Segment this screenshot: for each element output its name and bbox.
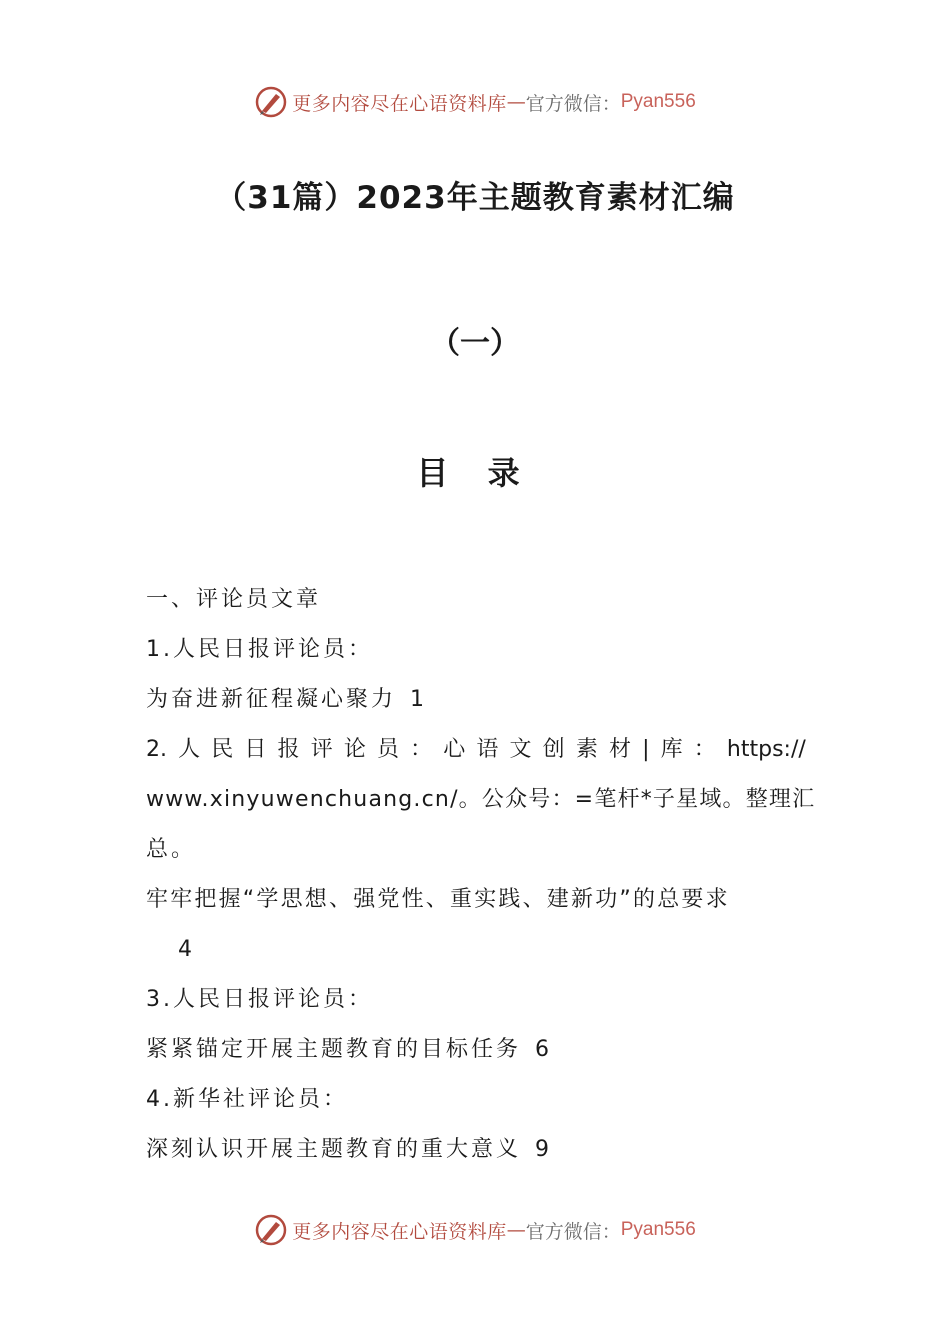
- toc-justified-char: 人: [178, 737, 201, 762]
- toc-item-page: 6: [535, 1037, 553, 1062]
- toc-justified-char: 报: [277, 737, 300, 762]
- banner-text: 更多内容尽在心语资料库: [292, 1220, 507, 1243]
- toc-item-entry[interactable]: [146, 1032, 806, 1082]
- toc-item-label: 3.人民日报评论员：: [146, 987, 373, 1012]
- toc-justified-char: 论: [343, 737, 366, 762]
- toc-item-label: 1.人民日报评论员：: [146, 637, 373, 662]
- toc-justified-char: 日: [244, 737, 267, 762]
- toc-item-label-justified: [146, 732, 806, 782]
- header-banner: [0, 82, 950, 122]
- toc-item-label: 4.新华社评论员：: [146, 1087, 348, 1112]
- banner-wechat-label: 官方微信：: [525, 92, 621, 115]
- toc-item-entry[interactable]: [146, 682, 806, 732]
- banner-wechat-id: Pyan556: [620, 91, 696, 112]
- toc-item-entry[interactable]: [146, 1132, 806, 1182]
- toc-item-entry[interactable]: [146, 882, 806, 932]
- toc-item-page: 9: [535, 1137, 553, 1162]
- toc-section-heading: 一、评论员文章: [146, 587, 322, 612]
- toc-justified-char: |: [642, 737, 650, 762]
- toc-justified-char: 评: [310, 737, 333, 762]
- toc-item-page-line: [146, 932, 806, 982]
- pen-logo-icon: [254, 85, 288, 119]
- toc-heading: 目 录: [416, 454, 534, 492]
- toc-justified-char: ：: [410, 737, 433, 762]
- banner-wechat-id: Pyan556: [620, 1219, 696, 1240]
- toc-justified-char: 心: [443, 737, 466, 762]
- banner-separator: —: [506, 1219, 526, 1241]
- toc-justified-char: 员: [376, 737, 399, 762]
- toc-justified-char: https://: [726, 737, 806, 762]
- toc-item-title: 深刻认识开展主题教育的重大意义: [146, 1137, 522, 1162]
- toc-item-title: 为奋进新征程凝心聚力: [146, 687, 397, 712]
- banner-wechat-label: 官方微信：: [525, 1220, 621, 1243]
- pen-logo-icon: [254, 1213, 288, 1247]
- toc-justified-char: 库: [660, 737, 683, 762]
- banner-text: 更多内容尽在心语资料库: [292, 92, 507, 115]
- toc-justified-char: 文: [509, 737, 532, 762]
- document-title: （31篇）2023年主题教育素材汇编: [215, 180, 735, 216]
- toc-justified-char: 素: [575, 737, 598, 762]
- document-subtitle: （一）: [430, 326, 520, 361]
- toc-justified-char: 民: [211, 737, 234, 762]
- toc-justified-char: 2.: [146, 737, 167, 762]
- toc-justified-char: ：: [693, 737, 716, 762]
- toc-text-line: www.xinyuwenchuang.cn/。公众号：=笔杆*子星域。整理汇: [146, 787, 816, 812]
- toc-justified-char: 创: [542, 737, 565, 762]
- table-of-contents: [146, 582, 816, 1182]
- toc-justified-char: 语: [476, 737, 499, 762]
- toc-item-page: 4: [178, 937, 195, 962]
- toc-item-page: 1: [410, 687, 428, 712]
- footer-banner: [0, 1210, 950, 1250]
- banner-separator: —: [506, 91, 526, 113]
- toc-justified-char: 材: [608, 737, 631, 762]
- toc-text-line: 总。: [146, 837, 197, 862]
- toc-item-title: 牢牢把握“学思想、强党性、重实践、建新功”的总要求: [146, 887, 730, 912]
- toc-item-title: 紧紧锚定开展主题教育的目标任务: [146, 1037, 522, 1062]
